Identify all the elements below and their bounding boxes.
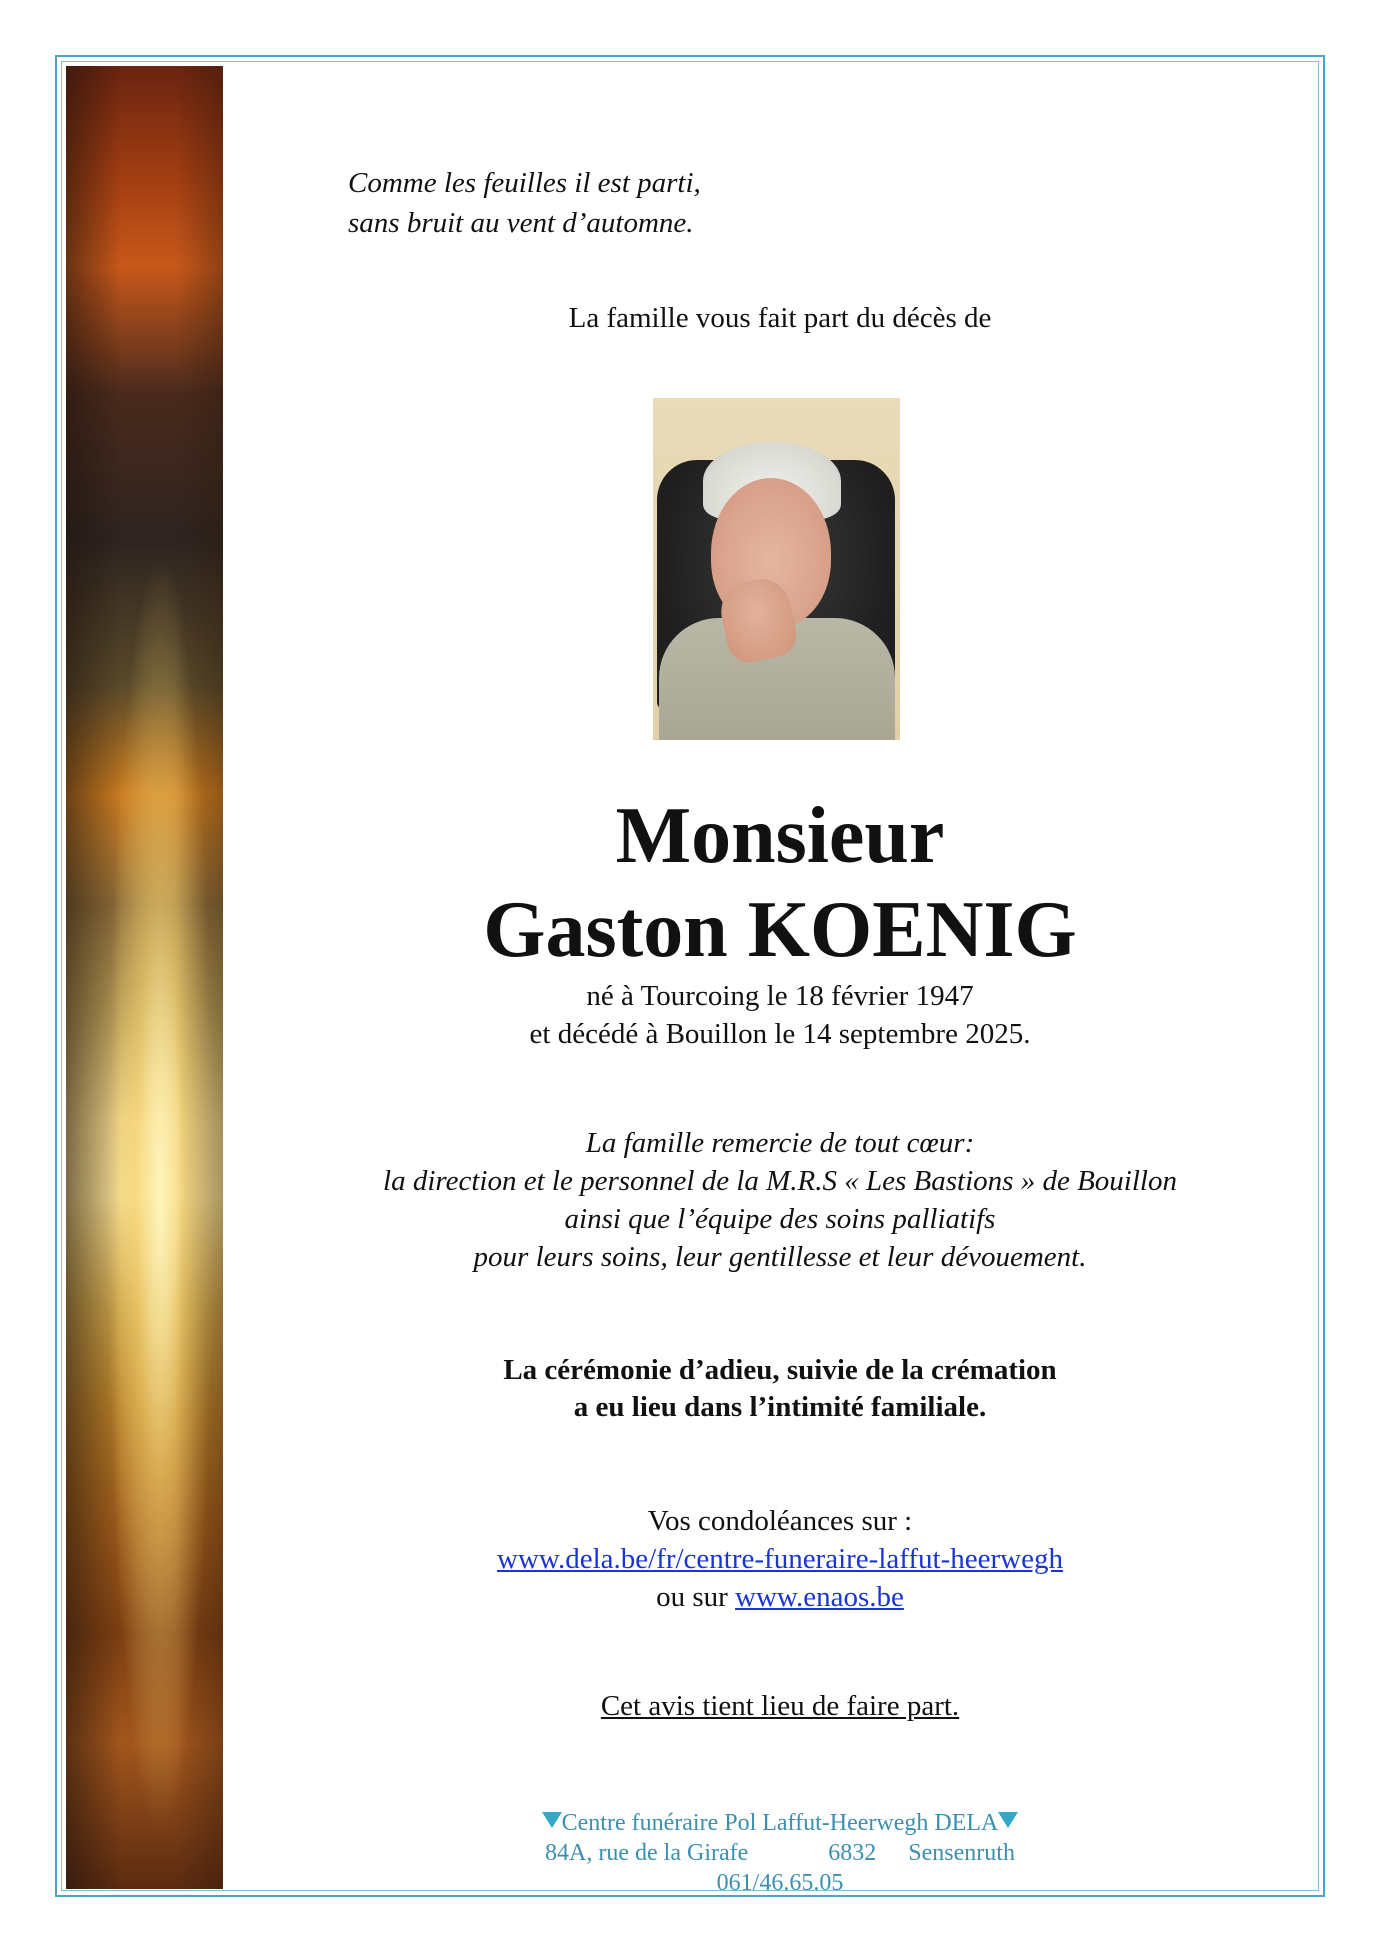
notice-text: Cet avis tient lieu de faire part. xyxy=(600,1690,960,1722)
page-border-inner xyxy=(61,61,1319,1891)
funeral-home-postcode: 6832 xyxy=(828,1840,877,1866)
condolences-label: Vos condoléances sur : xyxy=(647,1505,913,1537)
ceremony-line-1: La cérémonie d’adieu, suivie de la crémation xyxy=(503,1354,1057,1386)
condolences-link-row xyxy=(260,1540,1300,1578)
deceased-photo xyxy=(653,398,900,740)
quote-line-2: sans bruit au vent d’automne. xyxy=(348,207,694,239)
death-info: et décédé à Bouillon le 14 septembre 2025. xyxy=(529,1018,1031,1050)
funeral-home-address-row xyxy=(260,1838,1300,1868)
thanks-line-3: ainsi que l’équipe des soins palliatifs xyxy=(564,1203,996,1235)
triangle-icon xyxy=(542,1812,562,1828)
dela-condolences-link[interactable]: www.dela.be/fr/centre-funeraire-laffut-heerwegh xyxy=(497,1543,1063,1575)
or-text: ou sur xyxy=(656,1581,736,1613)
deceased-name: Gaston KOENIG xyxy=(483,886,1077,974)
triangle-icon xyxy=(998,1812,1018,1828)
birth-info: né à Tourcoing le 18 février 1947 xyxy=(586,980,974,1012)
funeral-home-name-row xyxy=(260,1808,1300,1838)
ceremony-line-2: a eu lieu dans l’intimité familiale. xyxy=(573,1391,987,1423)
funeral-home-name: Centre funéraire Pol Laffut-Heerwegh DELA xyxy=(561,1810,999,1836)
condolences-alt-row xyxy=(260,1578,1300,1616)
funeral-home-phone: 061/46.65.05 xyxy=(716,1870,844,1896)
funeral-home-street: 84A, rue de la Girafe xyxy=(545,1840,749,1866)
enaos-link[interactable]: www.enaos.be xyxy=(735,1581,904,1613)
funeral-home-city: Sensenruth xyxy=(908,1840,1015,1866)
announcement-text: La famille vous fait part du décès de xyxy=(568,302,992,334)
deceased-title: Monsieur xyxy=(615,792,945,880)
thanks-line-2: la direction et le personnel de la M.R.S « Les Bastions » de Bouillon xyxy=(383,1165,1177,1197)
autumn-forest-image xyxy=(66,66,223,1889)
thanks-line-4: pour leurs soins, leur gentillesse et leur dévouement. xyxy=(473,1241,1087,1273)
quote-line-1: Comme les feuilles il est parti, xyxy=(348,167,701,199)
thanks-line-1: La famille remercie de tout cœur: xyxy=(585,1127,975,1159)
